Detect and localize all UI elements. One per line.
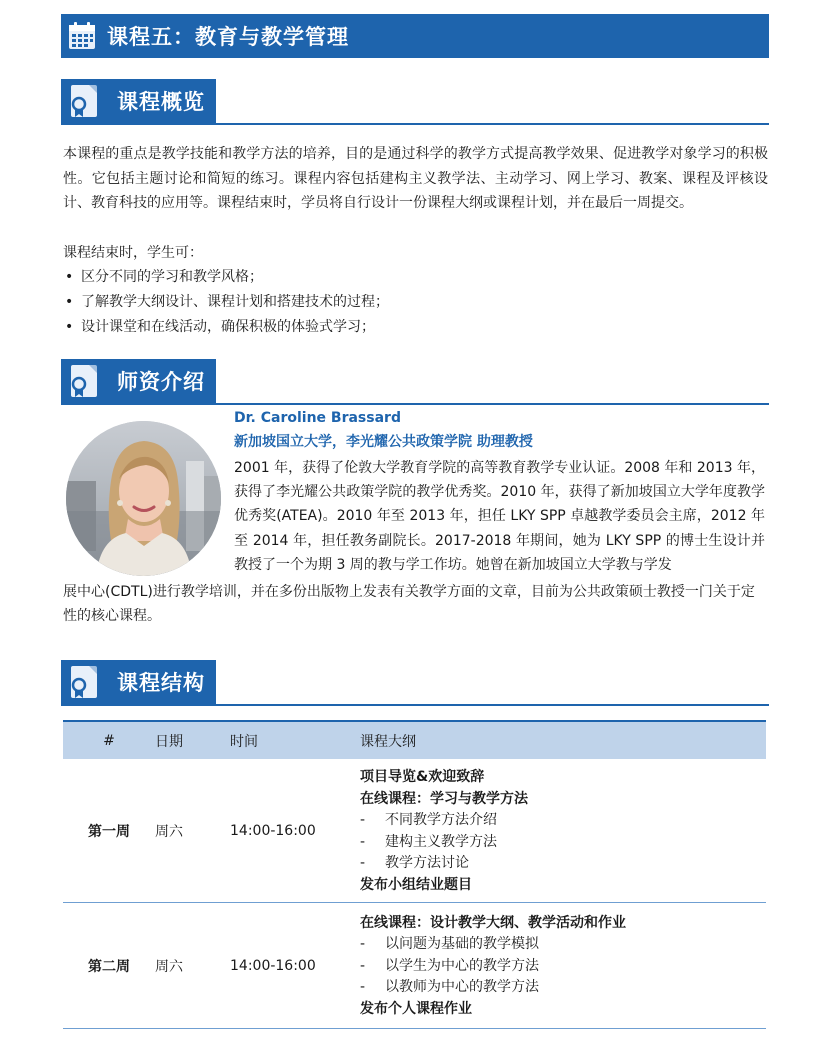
table-row [63, 759, 766, 903]
list-item: • 设计课堂和在线活动，确保积极的体验式学习； [63, 315, 768, 340]
outline-heading: 在线课程：学习与教学方法 [360, 790, 528, 807]
outline-heading: 项目导览&欢迎致辞 [360, 769, 485, 785]
outline-item: 教学方法讨论 [385, 855, 469, 871]
instructor-bio: 2001 年，获得了伦敦大学教育学院的高等教育教学专业认证。2008 年和 2013 年，获得了李光耀公共政策学院的教学优秀奖。2010 年，获得了新加坡国立大学年度教学优秀奖(ATEA)。2010 年至 2013 年，担任 LKY SPP 卓越教学委员会主席，2012 年至 2014 年，担任教务副院长。2017-2018 年期间，她为 LKY SPP 的博士生设计并教授了一个为期 3 周的教与学工作坊。她曾在新加坡国立大学教与学发 [234, 460, 765, 573]
list-item: • 了解教学大纲设计、课程计划和搭建技术的过程； [63, 290, 768, 315]
week-cell: 第二周 [88, 958, 130, 975]
outline-item: 不同教学方法介绍 [385, 812, 497, 828]
outline-cell: 在线课程：设计教学大纲、教学活动和作业 - 以问题为基础的教学模拟 - 以学生为中心的教学方法 - 以教师为中心的教学方法 发布个人课程作业 [360, 903, 766, 1029]
instructor-photo [66, 421, 221, 576]
column-header: # [103, 732, 115, 749]
certificate-icon [65, 663, 103, 701]
instructor-title: 新加坡国立大学，李光耀公共政策学院 助理教授 [234, 434, 533, 450]
certificate-icon [65, 82, 103, 120]
day-cell: 周六 [155, 958, 183, 975]
column-header: 课程大纲 [360, 733, 416, 750]
section-title-overview: 课程概览 [117, 90, 205, 114]
day-cell: 周六 [155, 823, 183, 840]
time-cell: 14:00-16:00 [230, 822, 316, 839]
outline-item: 以学生为中心的教学方法 [385, 957, 539, 974]
course-title-bar [61, 14, 769, 58]
certificate-icon [65, 362, 103, 400]
course-title: 课程五：教育与教学管理 [107, 25, 349, 49]
outline-heading: 在线课程：设计教学大纲、教学活动和作业 [360, 914, 626, 931]
column-header: 时间 [230, 733, 258, 750]
list-item: • 区分不同的学习和教学风格； [63, 265, 768, 290]
column-header: 日期 [155, 733, 183, 750]
instructor-bio-continued: 展中心(CDTL)进行教学培训，并在多份出版物上发表有关教学方面的文章，目前为公共政策硕士教授一门关于定性的核心课程。 [63, 584, 755, 625]
table-row [63, 903, 766, 1029]
outcomes-intro: 课程结束时，学生可： [63, 245, 203, 261]
outline-item: 以教师为中心的教学方法 [385, 979, 539, 996]
outline-assignment: 发布个人课程作业 [360, 1000, 472, 1017]
section-title-faculty: 师资介绍 [117, 370, 205, 394]
calendar-icon [67, 21, 97, 51]
section-title-structure: 课程结构 [117, 671, 205, 695]
section-faculty-header [61, 359, 769, 405]
section-structure-header [61, 660, 769, 706]
outline-cell: 项目导览&欢迎致辞 在线课程：学习与教学方法 - 不同教学方法介绍 - 建构主义教学方法 - 教学方法讨论 发布小组结业题目 [360, 759, 766, 903]
time-cell: 14:00-16:00 [230, 957, 316, 974]
schedule-table [63, 720, 766, 1029]
outline-item: 以问题为基础的教学模拟 [385, 936, 539, 953]
week-cell: 第一周 [88, 823, 130, 840]
table-header-row [63, 721, 766, 759]
outline-item: 建构主义教学方法 [385, 833, 497, 850]
outline-assignment: 发布小组结业题目 [360, 876, 472, 893]
instructor-name: Dr. Caroline Brassard [234, 410, 401, 426]
outcomes-list [63, 265, 768, 340]
overview-paragraph: 本课程的重点是教学技能和教学方法的培养，目的是通过科学的教学方式提高教学效果、促进教学对象学习的积极性。它包括主题讨论和简短的练习。课程内容包括建构主义教学法、主动学习、网上学习、教案、课程及评核设计、教育科技的应用等。课程结束时，学员将自行设计一份课程大纲或课程计划，并在最后一周提交。 [63, 146, 768, 211]
section-overview-header [61, 79, 769, 125]
